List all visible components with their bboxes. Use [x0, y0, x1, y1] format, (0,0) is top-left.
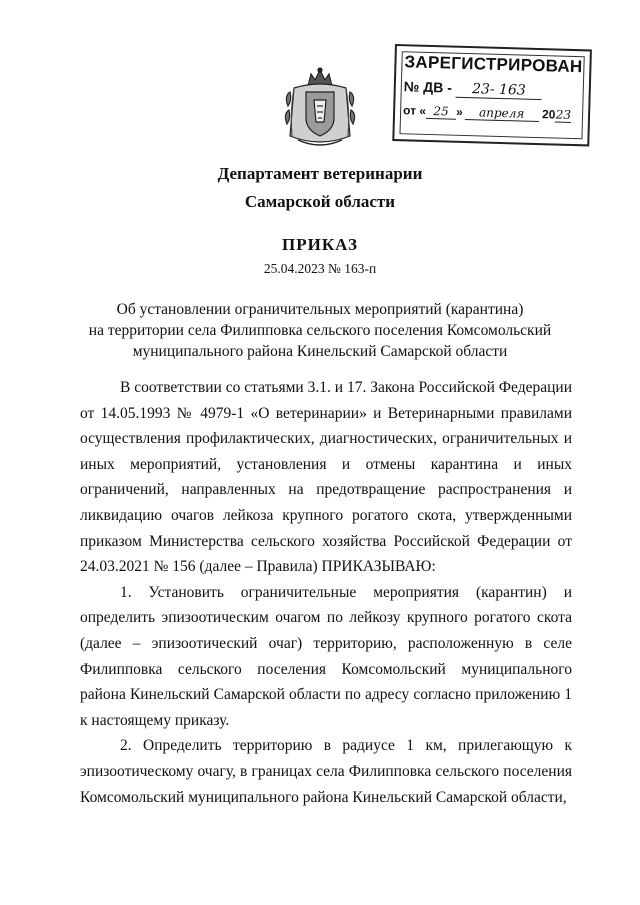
stamp-date-year-prefix: 20 [541, 107, 556, 122]
stamp-date-separator: » [455, 104, 463, 119]
stamp-number-line [404, 78, 543, 100]
coat-of-arms-emblem [284, 66, 356, 150]
stamp-number-handwritten: 23- 163 [456, 81, 542, 100]
order-body [80, 375, 572, 810]
subject-line-1: Об установлении ограничительных мероприятий (карантина) [116, 301, 524, 318]
paragraph-item-1: 1. Установить ограничительные мероприятия (карантин) и определить эпизоотическим очагом по лейкозу крупного рогатого скота (далее – эпизоотический очаг) территорию, расположенную в селе Филипповка сельского поселения Комсомольский муниципального района Кинельский Самарской области по адресу согласно приложению 1 к настоящему приказу. [80, 583, 572, 729]
order-title: ПРИКАЗ [282, 235, 358, 254]
stamp-date-month: апреля [465, 105, 539, 122]
subject-line-3: муниципального района Кинельский Самарской области [132, 343, 508, 360]
stamp-number-prefix: № ДВ - [403, 78, 453, 96]
stamp-date-year: 23 [555, 107, 572, 122]
stamp-date-prefix: от « [402, 103, 427, 118]
paragraph-preamble: В соответствии со статьями 3.1. и 17. Закона Российской Федерации от 14.05.1993 № 4979-1 «О ветеринарии» и Ветеринарными правилами осуществления профилактических, диагностических, ограничительных и иных мероприятий, установления и отмены карантина и иных ограничений, направленных на предотвращение распространения и ликвидацию очагов лейкоза крупного рогатого скота, утвержденными приказом Министерства сельского хозяйства Российской Федерации от 24.03.2021 № 156 (далее – Правила) ПРИКАЗЫВАЮ: [80, 379, 572, 576]
paragraph-item-2: 2. Определить территорию в радиусе 1 км, прилегающую к эпизоотическому очагу, в границах села Филипповка сельского поселения Комсомольский муниципального района Кинельский Самарской области, [80, 737, 572, 806]
order-subject [60, 299, 580, 362]
department-name-line2: Самарской области [244, 192, 396, 211]
stamp-date-day: 25 [426, 104, 456, 120]
subject-line-2: на территории села Филипповка сельского поселения Комсомольский [88, 322, 552, 339]
stamp-title: ЗАРЕГИСТРИРОВАН [404, 52, 583, 77]
order-date-number: 25.04.2023 № 163-п [263, 261, 377, 276]
department-name-line1: Департамент ветеринарии [217, 164, 423, 183]
registration-stamp [392, 44, 592, 146]
